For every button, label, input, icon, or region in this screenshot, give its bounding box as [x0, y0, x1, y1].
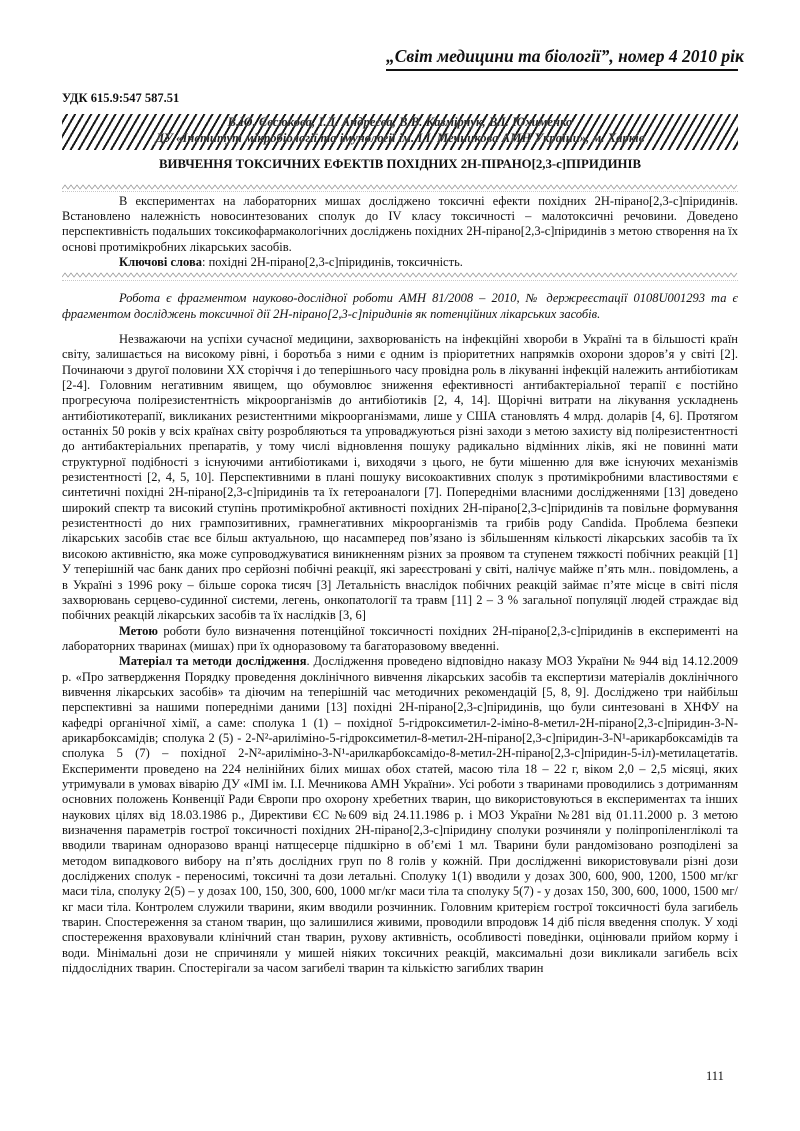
funding-text: Робота є фрагментом науково-дослідної роботи АМН 81/2008 – 2010, № держреєстації 0108U001293 та є фрагментом досліджень токсичної дії 2H-пірано[2,3-c]піридинів як потенційних лікарських засобів. — [62, 291, 738, 321]
aim-text: роботи було визначення потенційної токсичності похідних 2H-пірано[2,3-c]піридинів в експерименті на лабораторних тваринах (мишах) при їх одноразовому та багаторазовому введенні. — [62, 623, 738, 653]
funding-note — [62, 290, 738, 322]
authors: В.Ю. Євсюкова, І.Д. Андреєва, В.В. Казмірчук, В.І. Юхименко — [227, 115, 573, 129]
journal-header: „Світ медицини та біології”, номер 4 2010 рік — [386, 46, 738, 71]
article-title: ВИВЧЕННЯ ТОКСИЧНИХ ЕФЕКТІВ ПОХІДНИХ 2H-ПІРАНО[2,3-c]ПІРИДИНІВ — [158, 157, 642, 171]
abstract — [62, 194, 738, 270]
keywords — [62, 255, 738, 270]
dotted-divider-top — [62, 191, 738, 192]
dotted-divider-bottom — [62, 280, 738, 281]
abstract-text: В експериментах на лабораторних мишах досліджено токсичні ефекти похідних 2H-пірано[2,3-c]піридинів. Встановлено належність новосинтезованих сполук до IV класу токсичності – малотоксичні речовини. Доведено перспективність подальших токсикофармакологічних досліджень похідних 2H-пірано[2,3-c]піридинів з метою створення на їх основі протимікробних лікарських засобів. — [62, 194, 738, 254]
aim-label: Метою — [119, 623, 158, 638]
wavy-divider-top — [62, 183, 738, 191]
methods-text: . Дослідження проведено відповідно наказу МОЗ України № 944 від 14.12.2009 р. «Про затвердження Порядку проведення доклінічного вивчення лікарських засобів та експертизи матеріалів доклінічного вивчення лікарських засобів» та діючим на теперішній час методичних рекомендацій [5, 8, 9]. Досліджено три найбільш перспективні за нашими попередніми даними [13] похідні 2H-пірано[2,3-c]піридинів, що були синтезовані в ХНФУ на кафедрі органічної хімії, а саме: сполука 1 (1) – похідної 5-гідроксиметил-2-іміно-8-метил-2H-пірано[2,3-c]піридин-3-N-арикарбоксамідів; сполука 2 (5) - 2-N²-ариліміно-5-гідроксиметил-8-метил-2H-пірано[2,3-c]піридин-3-N¹-арикарбоксамідів та сполука 5 (7) – похідної 2-N²-ариліміно-3-N¹-арилкарбоксамідо-8-метил-2H-пірано[2,3-c]піридин-5-іл)-метилацетатів. Експерименти проведено на 224 нелінійних білих мишах обох статей, масою тіла 18 – 22 г, віком 2,0 – 2,5 місяці, яких утримували в умовах віварію ДУ «ІМІ ім. І.І. Мечникова АМН України». Усі роботи з тваринами проводились з дотриманням основних положень Конвенції Ради Європи про охорону хребетних тварин, що використовуються в експериментах та інших наукових цілях від 18.03.1986 р., Директиви ЄС №609 від 24.11.1986 р. і МОЗ України №281 від 01.11.2000 р. З метою визначення параметрів гострої токсичності похідних 2H-пірано[2,3-c]піридину сполуки розчиняли у поліпропіленгліколі та вводили тваринам одноразово вранці натщесерце підшкірно в об’ємі 1 мл. Тварини були рандомізовано розподілені за методом випадкового вибору на п’ять дослідних груп по 8 голів у кожній. При дослідженні використовували різні дози досліджених сполук - переносимі, токсичні та дози летальні. Сполуку 1(1) вводили у дозах 300, 600, 900, 1200, 1500 мг/кг маси тіла, сполуку 2(5) – у дозах 100, 150, 300, 600, 1000 мг/кг маси тіла та сполуку 5(7) - у дозах 150, 300, 600, 1000, 1500 мг/кг маси тіла. Контролем служили тварини, яким вводили розчинник. Головним критерієм гострої токсичності була загибель тварин. Спостереження за станом тварин, що залишилися живими, проводили впродовж 14 діб після введення сполук. У ході спостереження враховували клінічний стан тварин, рухову активність, особливості поведінки, оцінювали прийом корму і води. Мінімальні дози не спричиняли у мишей ніяких токсичних реакцій, максимальні дози викликали загибель всіх піддослідних тварин. Спостерігали за часом загибелі тварин та кількістю загиблих тварин — [62, 654, 738, 976]
paragraph-methods — [62, 654, 738, 976]
wavy-divider-bottom — [62, 271, 738, 279]
affiliation: ДУ «Інститут мікробіології та імунології ім. І.І. Мечникова АМН України», м. Харків — [155, 131, 645, 145]
keywords-list: : похідні 2H-пірано[2,3-c]піридинів, токсичність. — [202, 254, 463, 269]
keywords-label: Ключові слова — [119, 254, 202, 269]
article-body — [62, 332, 738, 976]
authors-band — [62, 114, 738, 150]
methods-label: Матеріал та методи дослідження — [119, 654, 307, 669]
paragraph-aim — [62, 624, 738, 655]
page-number: 111 — [706, 1069, 724, 1083]
udc-code: УДК 615.9:547 587.51 — [62, 91, 180, 105]
paragraph-introduction: Незважаючи на успіхи сучасної медицини, захворюваність на інфекційні хвороби в Україні та в більшості країн світу, залишається на високому рівні, і боротьба з ними є одним із пріоритетних напрямків охорони здоров’я у світі [2]. Починаючи з другої половини XX сторіччя і до теперішнього часу провідна роль в лікуванні інфекцій належить антибіотикам [2-4]. Головним негативним явищем, що обумовлює зниження ефективності антибактеріальної терапії є постійно прогресуюча полірезистентність мікроорганізмів до антибіотиків [2, 4, 14]. Щорічні витрати на лікування ускладнень антибіотикотерапії, викликаних резистентними мікроорганізмами, лише у США становлять 4 млрд. доларів [4, 6]. Протягом останніх 50 років у всіх країнах світу розробляються та упроваджуються різні заходи з метою захисту від полірезистентності до антибактеріальних препаратів, у тому числі відновлення пошуку радикально відмінних ліків, які не повинні мати структурної подібності з існуючими антибіотиками і, виходячи з цього, не бути мішенню для вже існуючих механізмів резистентності [2, 4, 5, 10]. Перспективними в плані пошуку високоактивних сполук з протимікробними властивостями є синтетичні похідні 2H-пірано[2,3-c]піридинів та їх гетероаналоги [7]. Попередніми власними дослідженнями [13] доведено широкий спектр та високий ступінь протимікробної активності похідних 2H-пірано[2,3-c]піридинів та повільне формування резистентності до них грампозитивних, грамнегативних мікроорганізмів та грибів роду Candida. Проблема безпеки лікарських засобів стає все більш актуальною, що насамперед пов’язано із збільшенням кількості лікарських засобів та їх високою активністю, яка може супроводжуватися виникненням різних за проявом та ступенем тяжкості побічних реакцій [1] У теперішній час банк даних про серйозні побічні реакції, які зареєстровані у світі, налічує майже п’ять млн.. повідомлень, а в Україні з 1996 року – більше сорока тисяч [3] Летальність внаслідок побічних реакцій займає п’яте місце в світі після захворювань серцево-судинної системи, легень, онкопатології та травм [11] 2 – 3 % загальної популяції людей страждає від побічних реакцій лікарських засобів та їх наслідків [3, 6] — [62, 332, 738, 623]
